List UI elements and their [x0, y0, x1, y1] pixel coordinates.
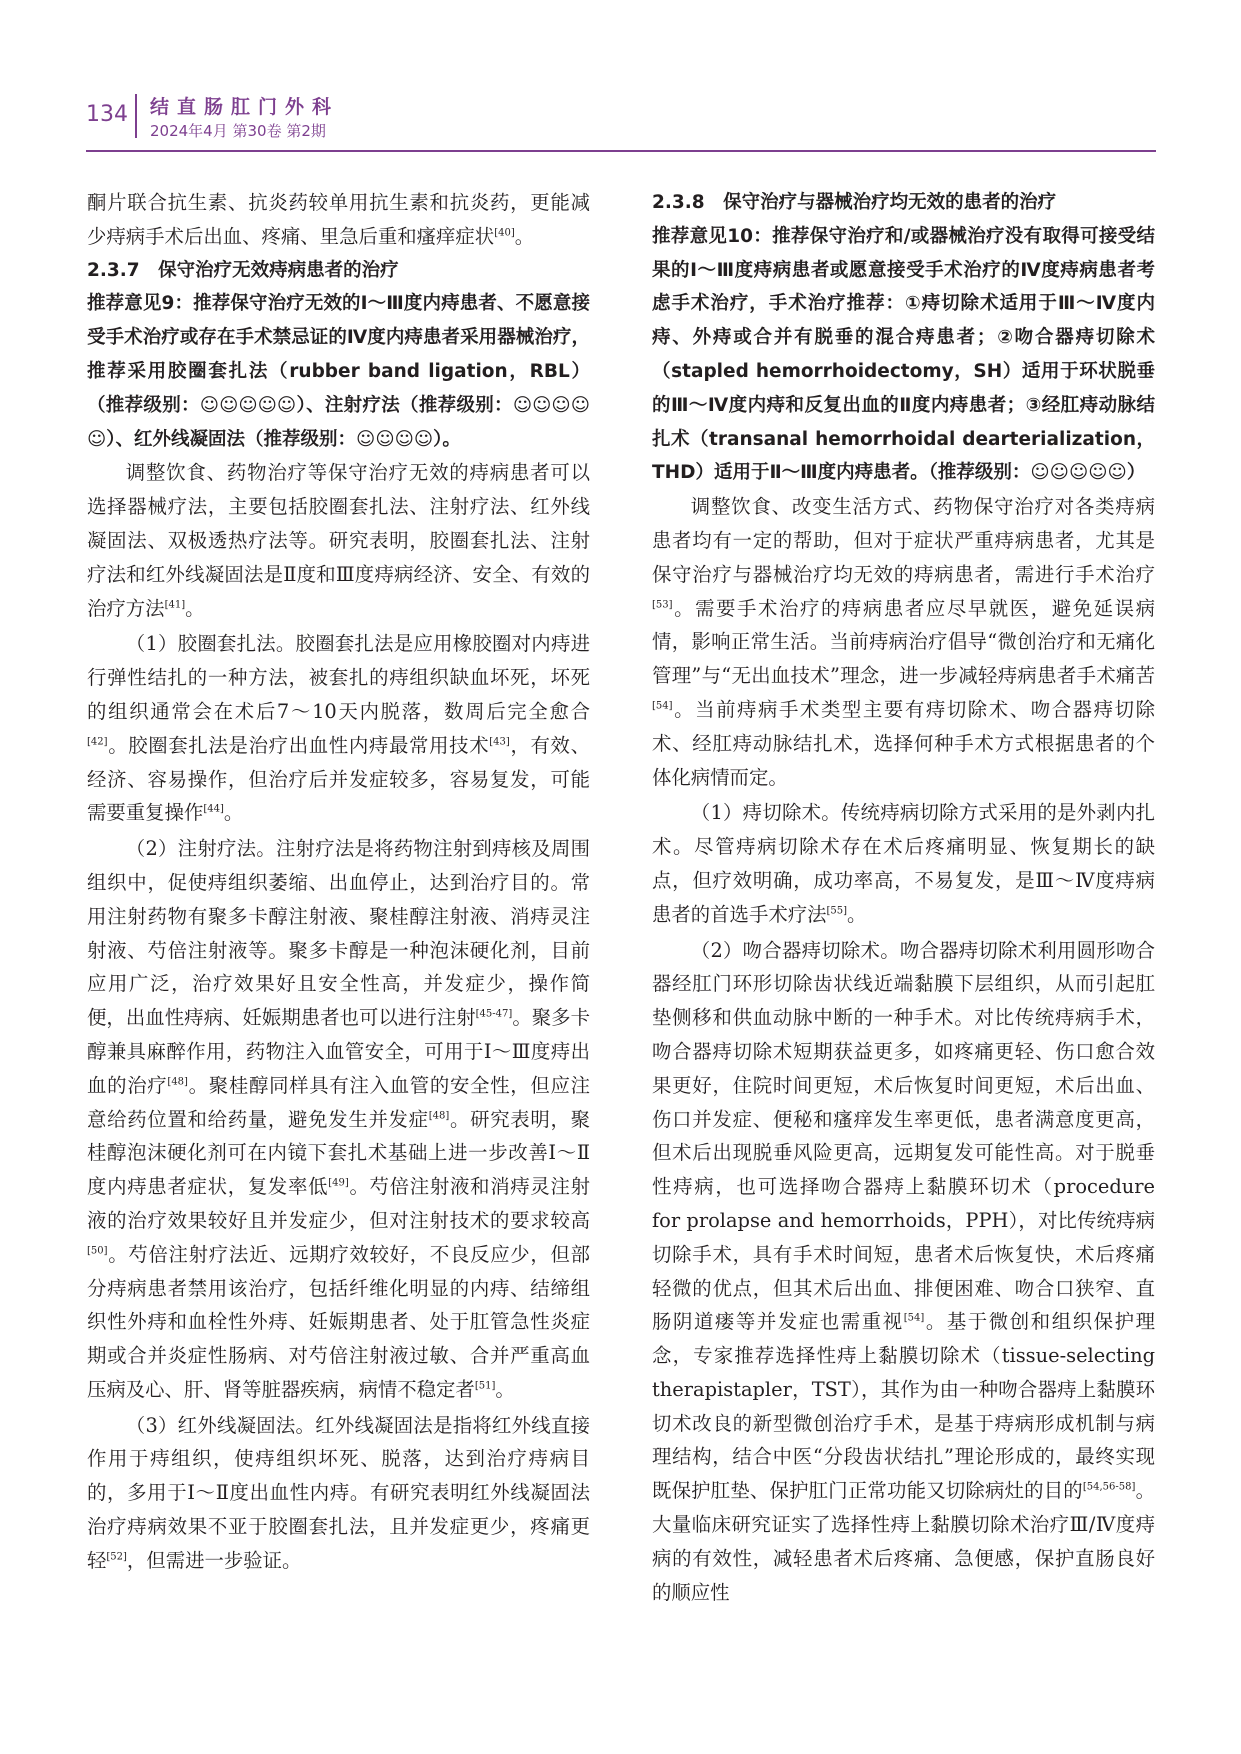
citation: [40] — [494, 227, 515, 239]
paragraph — [652, 934, 1155, 1610]
citation: [48] — [167, 1076, 188, 1088]
text: ，但需进一步验证。 — [126, 1548, 302, 1572]
text: （1）胶圈套扎法。胶圈套扎法是应用橡胶圈对内痔进行弹性结扎的一种方法，被套扎的痔组织缺血坏死，坏死的组织通常会在术后7～10天内脱落，数周后完全愈合 — [87, 632, 590, 723]
text: 。聚多卡醇兼具麻醉作用，药物注入血管安全，可用于Ⅰ～Ⅲ度痔出血的治疗 — [87, 1006, 591, 1097]
citation: [51] — [474, 1380, 496, 1392]
text: 。 — [495, 1377, 515, 1401]
journal-title: 结直肠肛门外科 — [150, 96, 340, 118]
recommendation-9: 推荐意见9：推荐保守治疗无效的Ⅰ～Ⅲ度内痔患者、不愿意接受手术治疗或存在手术禁忌证的Ⅳ度内痔患者采用器械治疗，推荐采用胶圈套扎法（rubber band ligation，RBL）（推荐级别：☺☺☺☺☺）、注射疗法（推荐级别：☺☺☺☺☺）、红外线凝固法（推荐级别：☺☺☺☺）。 — [87, 293, 590, 450]
paragraph — [87, 1409, 590, 1578]
text: （2）吻合器痔切除术。吻合器痔切除术利用圆形吻合器经肛门环形切除齿状线近端黏膜下层组织，从而引起肛垫侧移和供血动脉中断的一种手术。对比传统痔病手术，吻合器痔切除术短期获益更多，如疼痛更轻、伤口愈合效果更好，住院时间更短，术后恢复时间更短，术后出血、伤口并发症、便秘和瘙痒发生率更低，患者满意度更高，但术后出现脱垂风险更高，远期复发可能性高。对于脱垂性痔病，也可选择吻合器痔上黏膜环切术（procedure for prolapse and hemorrhoids，PPH），对比传统痔病切除手术，具有手术时间短，患者术后恢复快，术后疼痛轻微的优点，但其术后出血、排便困难、吻合口狭窄、直肠阴道瘘等并发症也需重视 — [652, 938, 1155, 1334]
citation: [52] — [106, 1551, 127, 1563]
text: （2）注射疗法。注射疗法是将药物注射到痔核及周围组织中，促使痔组织萎缩、出血停止，达到治疗目的。常用注射药物有聚多卡醇注射液、聚桂醇注射液、消痔灵注射液、芍倍注射液等。聚多卡醇是一种泡沫硬化剂，目前应用广泛，治疗效果好且安全性高，并发症少，操作简便，出血性痔病、妊娠期患者也可以进行注射 — [87, 837, 590, 1030]
citation: [54] — [903, 1312, 925, 1324]
paragraph — [87, 627, 590, 830]
citation: [44] — [203, 803, 224, 815]
citation: [49] — [328, 1177, 349, 1189]
citation: [54,56-58] — [1082, 1481, 1136, 1493]
text: 。大量临床研究证实了选择性痔上黏膜切除术治疗Ⅲ/Ⅳ度痔病的有效性，减轻患者术后疼痛、急便感，保护直肠良好的顺应性 — [652, 1479, 1156, 1604]
section-heading-2-3-8: 2.3.8 保守治疗与器械治疗均无效的患者的治疗 — [652, 192, 1057, 213]
citation: [48] — [428, 1110, 450, 1122]
text: 调整饮食、药物治疗等保守治疗无效的痔病患者可以选择器械疗法，主要包括胶圈套扎法、注射疗法、红外线凝固法、双极透热疗法等。研究表明，胶圈套扎法、注射疗法和红外线凝固法是Ⅱ度和Ⅲ度痔病经济、安全、有效的治疗方法 — [87, 461, 590, 620]
citation: [53] — [652, 599, 673, 611]
header-rule — [86, 150, 1156, 152]
text: 调整饮食、改变生活方式、药物保守治疗对各类痔病患者均有一定的帮助，但对于症状严重痔病患者，尤其是保守治疗与器械治疗均无效的痔病患者，需进行手术治疗 — [652, 495, 1155, 586]
citation: [43] — [489, 736, 510, 748]
citation: [41] — [164, 599, 186, 611]
text: 酮片联合抗生素、抗炎药较单用抗生素和抗炎药，更能减少痔病手术后出血、疼痛、里急后重和瘙痒症状 — [87, 191, 590, 248]
text: ，有效、经济、容易操作，但治疗后并发症较多，容易复发，可能需要重复操作 — [87, 733, 591, 825]
text: 。聚桂醇同样具有注入血管的安全性，但应注意给药位置和给药量，避免发生并发症 — [87, 1073, 591, 1131]
text: 。芍倍注射疗法近、远期疗效较好，不良反应少，但部分痔病患者禁用该治疗，包括纤维化明显的内痔、结缔组织性外痔和血栓性外痔、妊娠期患者、处于肛管急性炎症期或合并炎症性肠病、对芍倍注射液过敏、合并严重高血压病及心、肝、肾等脏器疾病，病情不稳定者 — [87, 1242, 590, 1401]
text: 。需要手术治疗的痔病患者应尽早就医，避免延误病情，影响正常生活。当前痔病治疗倡导“微创治疗和无痛化管理”与“无出血技术”理念，进一步减轻痔病患者手术痛苦 — [652, 596, 1155, 688]
issue-info: 2024年4月 第30卷 第2期 — [150, 122, 326, 140]
paragraph — [87, 456, 590, 625]
citation: [54] — [652, 700, 673, 712]
paragraph — [652, 490, 1155, 794]
left-column — [87, 186, 590, 1578]
citation: [50] — [87, 1245, 108, 1257]
paragraph — [87, 832, 590, 1407]
recommendation-10: 推荐意见10：推荐保守治疗和/或器械治疗没有取得可接受结果的Ⅰ～Ⅲ度痔病患者或愿意接受手术治疗的Ⅳ度痔病患者考虑手术治疗，手术治疗推荐：①痔切除术适用于Ⅲ～Ⅳ度内痔、外痔或合并有脱垂的混合痔患者；②吻合器痔切除术（stapled hemorrhoidectomy，SH）适用于环状脱垂的Ⅲ～Ⅳ度内痔和反复出血的Ⅱ度内痔患者；③经肛痔动脉结扎术（transanal hemorrhoidal dearterialization，THD）适用于Ⅱ～Ⅲ度内痔患者。（推荐级别：☺☺☺☺☺） — [652, 225, 1155, 484]
running-header — [86, 92, 1156, 152]
text: 。基于微创和组织保护理念，专家推荐选择性痔上黏膜切除术（tissue-selecting therapistapler，TST），其作为由一种吻合器痔上黏膜环切术改良的新型微创治疗手术，是基于痔病形成机制与病理结构，结合中医“分段齿状结扎”理论形成的，最终实现既保护肛垫、保护肛门正常功能又切除病灶的目的 — [652, 1310, 1156, 1503]
text: 。研究表明，聚桂醇泡沫硬化剂可在内镜下套扎术基础上进一步改善Ⅰ～Ⅱ度内痔患者症状，复发率低 — [87, 1107, 591, 1199]
section-heading-2-3-7: 2.3.7 保守治疗无效痔病患者的治疗 — [87, 259, 399, 281]
paragraph — [87, 186, 590, 254]
right-column — [652, 186, 1155, 1609]
header-divider — [135, 94, 137, 138]
citation: [55] — [826, 905, 848, 917]
citation: [45-47] — [475, 1008, 513, 1020]
text: 。当前痔病手术类型主要有痔切除术、吻合器痔切除术、经肛痔动脉结扎术，选择何种手术方式根据患者的个体化病情而定。 — [652, 697, 1155, 789]
text: 。胶圈套扎法是治疗出血性内痔最常用技术 — [107, 733, 490, 757]
text: 。芍倍注射液和消痔灵注射液的治疗效果较好且并发症少，但对注射技术的要求较高 — [87, 1175, 590, 1232]
text: 。 — [514, 224, 535, 248]
page-number: 134 — [86, 102, 128, 127]
text: 。 — [185, 596, 205, 620]
citation: [42] — [87, 736, 108, 748]
text: 。 — [223, 801, 244, 825]
paragraph — [652, 796, 1155, 931]
text: （3）红外线凝固法。红外线凝固法是指将红外线直接作用于痔组织，使痔组织坏死、脱落，达到治疗痔病目的，多用于Ⅰ～Ⅱ度出血性内痔。有研究表明红外线凝固法治疗痔病效果不亚于胶圈套扎法，且并发症更少，疼痛更轻 — [87, 1413, 590, 1572]
text: 。 — [847, 902, 867, 926]
text: （1）痔切除术。传统痔病切除方式采用的是外剥内扎术。尽管痔病切除术存在术后疼痛明显、恢复期长的缺点，但疗效明确，成功率高，不易复发，是Ⅲ～Ⅳ度痔病患者的首选手术疗法 — [652, 801, 1155, 926]
